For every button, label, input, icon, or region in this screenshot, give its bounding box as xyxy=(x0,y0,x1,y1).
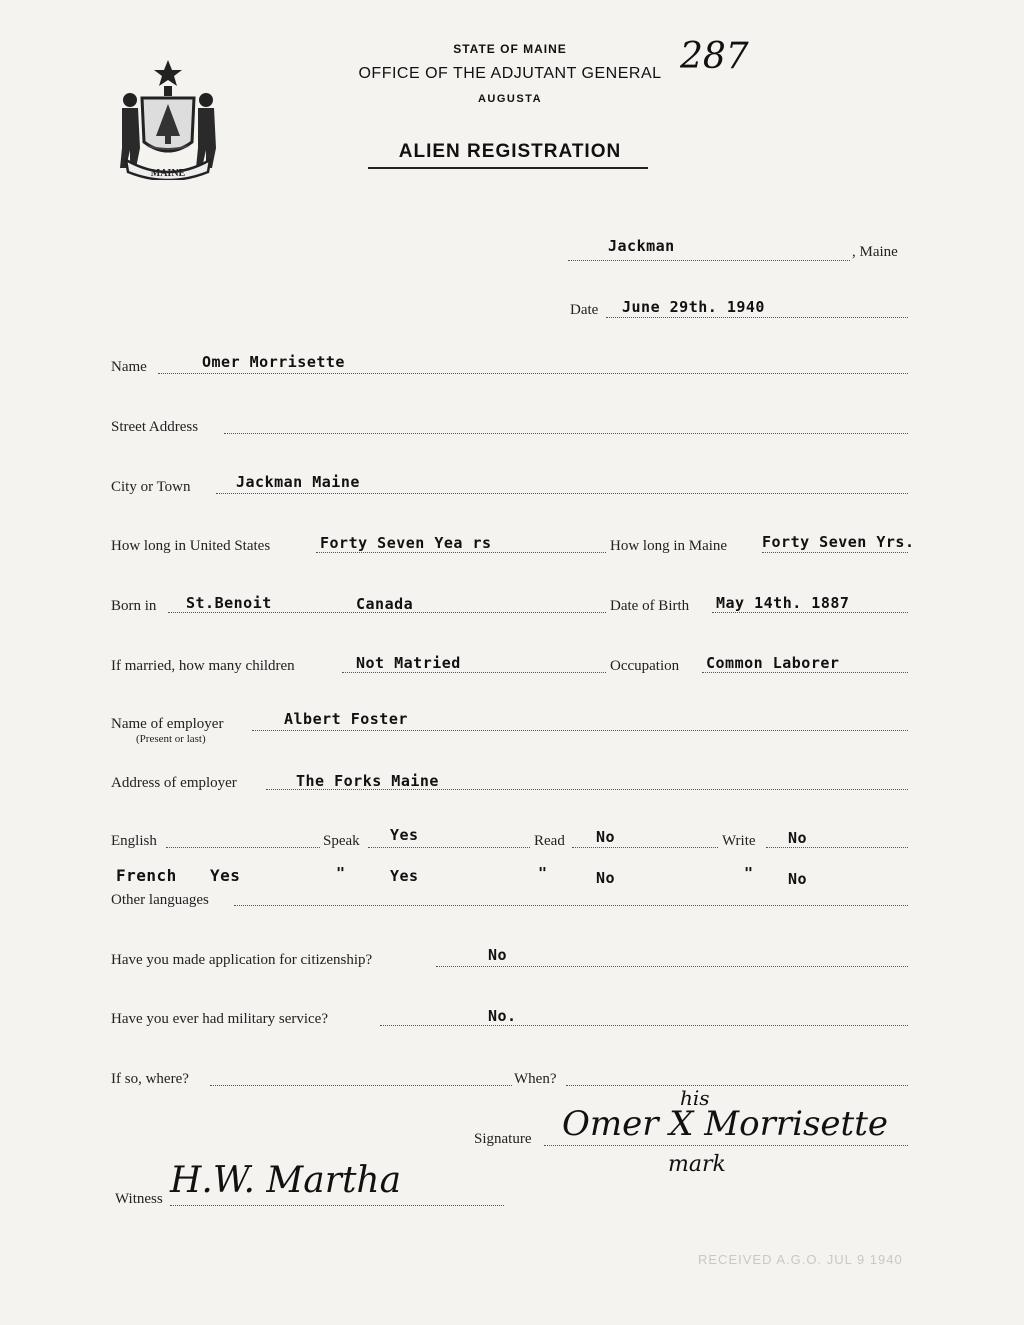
english-write-value: No xyxy=(788,829,808,847)
employer-address-value: The Forks Maine xyxy=(296,772,439,790)
other-languages-label: Other languages xyxy=(111,892,209,908)
where-label: If so, where? xyxy=(111,1071,189,1087)
english-read-value: No xyxy=(596,828,616,846)
when-label: When? xyxy=(514,1071,557,1087)
children-label: If married, how many children xyxy=(111,658,295,674)
french-ditto-2: " xyxy=(538,864,548,882)
dob-line xyxy=(712,612,908,613)
city-line xyxy=(216,493,908,494)
witness-label: Witness xyxy=(115,1191,163,1207)
french-write-value: No xyxy=(788,870,808,888)
employer-address-label: Address of employer xyxy=(111,775,237,791)
street-line xyxy=(224,433,908,434)
french-lang: French xyxy=(116,866,177,885)
english-label: English xyxy=(111,833,157,849)
occupation-line xyxy=(702,672,908,673)
name-line xyxy=(158,373,908,374)
french-read-value: No xyxy=(596,869,616,887)
english-line xyxy=(166,847,320,848)
state-heading: STATE OF MAINE xyxy=(453,42,567,56)
write-line xyxy=(766,847,908,848)
svg-text:MAINE: MAINE xyxy=(150,168,186,179)
employer-label: Name of employer xyxy=(111,716,224,732)
citizenship-value: No xyxy=(488,946,508,964)
office-heading: OFFICE OF THE ADJUTANT GENERAL xyxy=(358,65,662,82)
write-label: Write xyxy=(722,833,756,849)
french-lang-value: Yes xyxy=(210,866,241,885)
occupation-label: Occupation xyxy=(610,658,680,674)
page-title: ALIEN REGISTRATION xyxy=(398,141,622,162)
date-value: June 29th. 1940 xyxy=(622,298,765,316)
born-country-value: Canada xyxy=(356,595,414,613)
children-line xyxy=(342,672,606,673)
employer-value: Albert Foster xyxy=(284,710,408,728)
signature-value: Omer X Morrisette xyxy=(562,1104,888,1144)
maine-years-line xyxy=(762,552,908,553)
city-value: Jackman Maine xyxy=(236,473,360,491)
town-line xyxy=(568,260,850,261)
dob-label: Date of Birth xyxy=(610,598,690,614)
employer-line xyxy=(252,730,908,731)
read-label: Read xyxy=(534,833,565,849)
title-underline xyxy=(368,167,648,169)
us-years-label: How long in United States xyxy=(111,538,271,554)
where-line xyxy=(210,1085,512,1086)
military-label: Have you ever had military service? xyxy=(111,1011,328,1027)
military-value: No. xyxy=(488,1007,517,1025)
born-label: Born in xyxy=(111,598,157,614)
file-number: 287 xyxy=(680,36,749,77)
speak-line xyxy=(368,847,530,848)
when-line xyxy=(566,1085,908,1086)
citizenship-line xyxy=(436,966,908,967)
signature-below: mark xyxy=(668,1152,726,1177)
town-value: Jackman xyxy=(608,237,675,255)
children-value: Not Matried xyxy=(356,654,461,672)
signature-line xyxy=(544,1145,908,1146)
signature-label: Signature xyxy=(474,1131,532,1147)
french-ditto-3: " xyxy=(744,864,754,882)
city-label: City or Town xyxy=(111,479,191,495)
occupation-value: Common Laborer xyxy=(706,654,840,672)
street-label: Street Address xyxy=(111,419,199,435)
employer-sublabel: (Present or last) xyxy=(136,733,206,745)
french-ditto-1: " xyxy=(336,864,346,882)
town-suffix: , Maine xyxy=(852,244,898,260)
french-speak-value: Yes xyxy=(390,867,419,885)
maine-years-label: How long in Maine xyxy=(610,538,728,554)
citizenship-label: Have you made application for citizenship? xyxy=(111,952,373,968)
us-years-line xyxy=(316,552,606,553)
dob-value: May 14th. 1887 xyxy=(716,594,850,612)
born-place-value: St.Benoit xyxy=(186,594,272,612)
date-label: Date xyxy=(570,302,599,318)
us-years-value: Forty Seven Yea rs xyxy=(320,534,492,552)
read-line xyxy=(572,847,718,848)
signature-above: his xyxy=(680,1086,710,1110)
city-heading: AUGUSTA xyxy=(477,93,543,105)
military-line xyxy=(380,1025,908,1026)
name-label: Name xyxy=(111,359,147,375)
received-stamp: RECEIVED A.G.O. JUL 9 1940 xyxy=(698,1252,903,1267)
date-line xyxy=(606,317,908,318)
name-value: Omer Morrisette xyxy=(202,353,345,371)
maine-years-value: Forty Seven Yrs. xyxy=(762,533,915,551)
english-speak-value: Yes xyxy=(390,826,419,844)
other-languages-line xyxy=(234,905,908,906)
speak-label: Speak xyxy=(323,833,360,849)
state-seal-icon xyxy=(112,56,224,180)
witness-line xyxy=(170,1205,504,1206)
witness-value: H.W. Martha xyxy=(170,1160,402,1201)
